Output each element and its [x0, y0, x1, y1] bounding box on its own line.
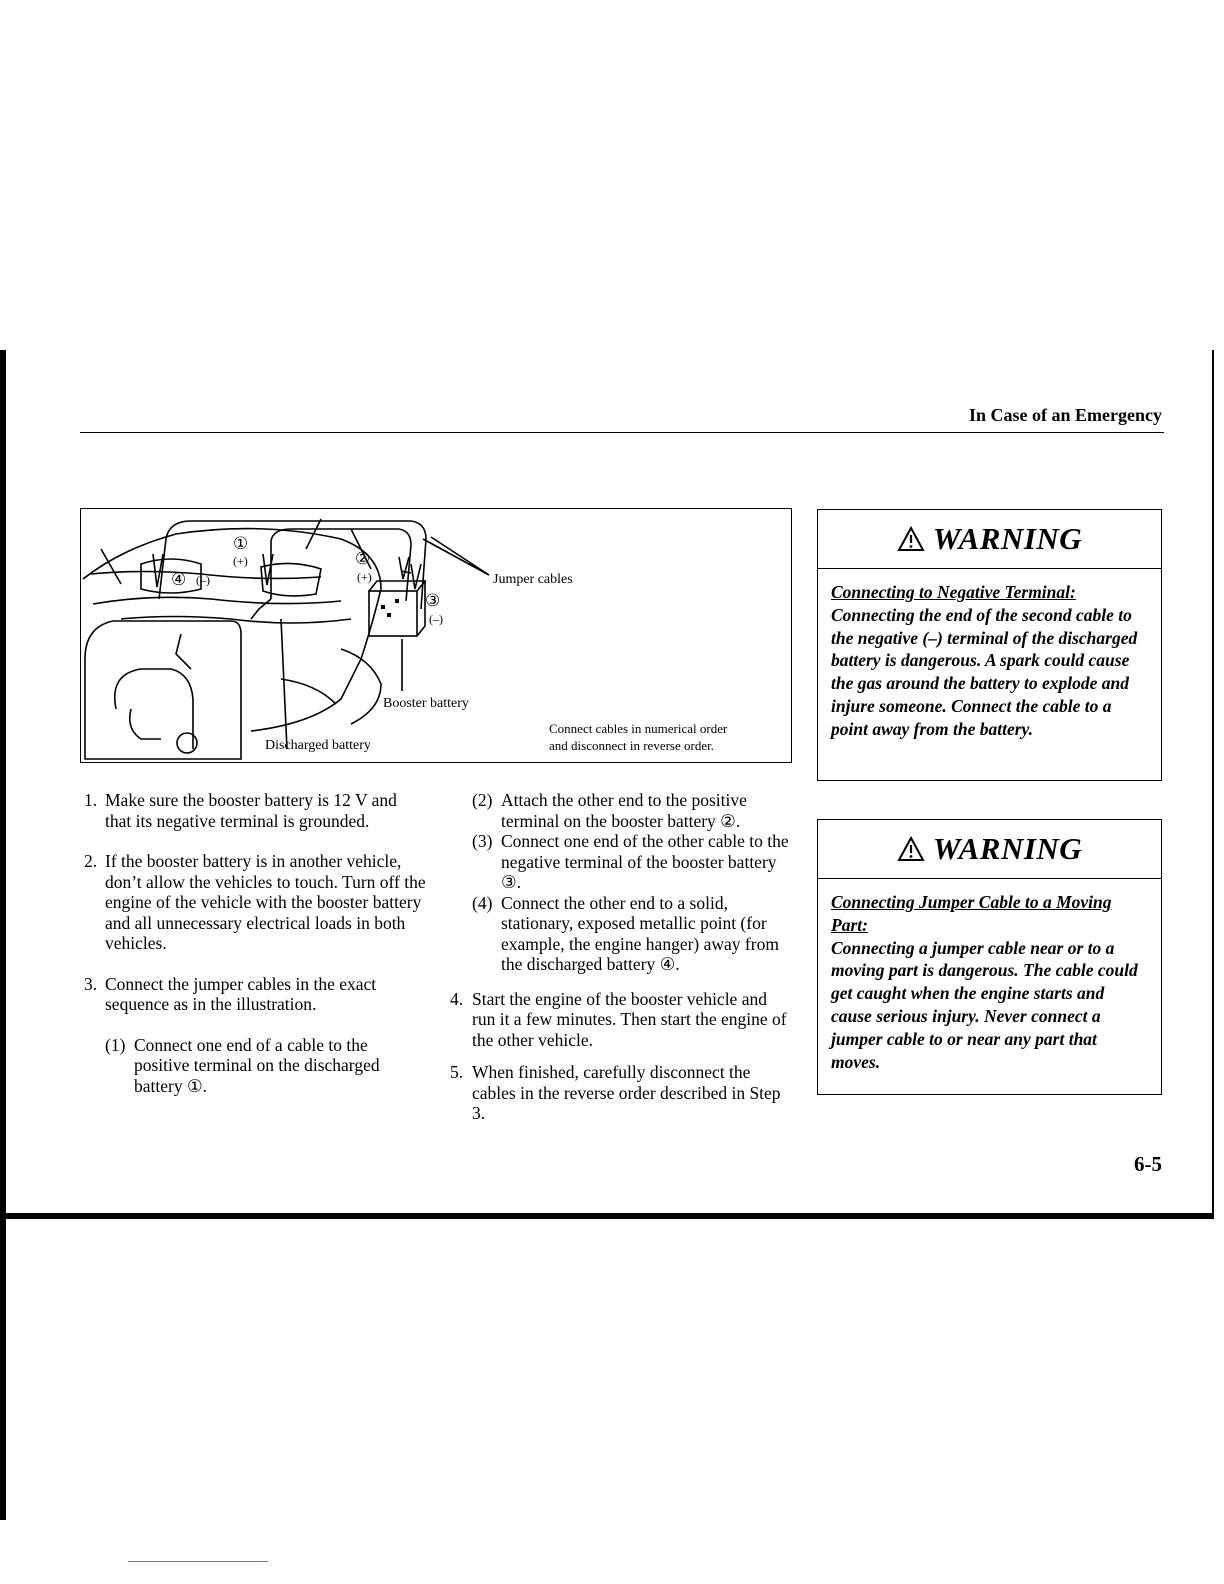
step-number: 4. [450, 988, 464, 1009]
warning-header [818, 510, 1161, 569]
step-3 [84, 974, 426, 1015]
sub-step-3 [472, 831, 790, 893]
warning-triangle-icon [897, 526, 925, 552]
warning-header [818, 820, 1161, 879]
figure-note-line1: Connect cables in numerical order [549, 721, 728, 736]
step-2 [84, 851, 426, 954]
step-1 [84, 790, 426, 831]
marker-2: ② [355, 549, 371, 568]
warning-body [818, 569, 1161, 751]
sub-step-text: Attach the other end to the positive terminal on the booster battery ②. [501, 790, 747, 831]
sub-step-text: Connect the other end to a solid, stationary, exposed metallic point (for example, the engine hanger) away from the discharged battery ④. [501, 892, 779, 974]
warning-subtitle: Connecting Jumper Cable to a Moving Part: [831, 892, 1112, 935]
step-number: 3. [84, 973, 98, 994]
bottom-rule [0, 1213, 1214, 1219]
marker-3: ③ [425, 591, 441, 610]
step-5 [450, 1062, 790, 1124]
step-4 [450, 989, 790, 1051]
plus-label-1: (+) [233, 554, 248, 568]
step-text: Start the engine of the booster vehicle and run it a few minutes. Then start the engine of the other vehicle. [472, 988, 787, 1050]
warning-text: Connecting the end of the second cable to the negative (–) terminal of the discharged battery is dangerous. A spark could cause the gas around the battery to explode and injure someone. Connect the cable to a point away from the battery. [831, 604, 1138, 739]
sub-step-number: (1) [105, 1034, 126, 1055]
marker-4: ④ [171, 570, 187, 589]
warning-box-negative-terminal [817, 509, 1162, 781]
step-number: 1. [84, 790, 98, 810]
jumper-cables-label: Jumper cables [493, 572, 573, 587]
marker-1: ① [233, 534, 249, 553]
warning-text: Connecting a jumper cable near or to a moving part is dangerous. The cable could get caught when the engine starts and cause serious injury. Never connect a jumper cable to or near any part that moves. [831, 937, 1138, 1072]
sub-step-4 [472, 893, 790, 975]
plus-label-2: (+) [357, 570, 372, 584]
sub-step-number: (2) [472, 790, 493, 810]
steps-column-left [84, 790, 426, 1096]
sub-step-text: Connect one end of a cable to the positive terminal on the discharged battery ①. [134, 1034, 380, 1096]
minus-label-4: (–) [196, 573, 210, 587]
figure-note-line2: and disconnect in reverse order. [549, 738, 714, 753]
sub-step-text: Connect one end of the other cable to the negative terminal of the booster battery ③. [501, 831, 789, 892]
warning-body [818, 879, 1161, 1083]
minus-label-3: (–) [429, 612, 443, 626]
step-text: Make sure the booster battery is 12 V and that its negative terminal is grounded. [105, 790, 397, 831]
footer-link-line [128, 1561, 268, 1562]
page-number: 6-5 [1134, 1152, 1162, 1176]
warning-box-moving-part [817, 819, 1162, 1095]
booster-battery-label: Booster battery [383, 696, 469, 711]
step-text: When finished, carefully disconnect the cables in the reverse order described in Step 3. [472, 1062, 781, 1123]
right-margin-bar [1212, 350, 1214, 1218]
sub-step-2 [472, 790, 790, 831]
step-number: 5. [450, 1062, 464, 1082]
jump-start-illustration [80, 508, 792, 763]
header-rule [80, 432, 1164, 433]
warning-subtitle: Connecting to Negative Terminal: [831, 582, 1076, 602]
step-text: If the booster battery is in another vehicle, don’t allow the vehicles to touch. Turn off the engine of the vehicle with the booster battery and all unnecessary electrical loads in both vehicles. [105, 851, 426, 953]
sub-step-1 [105, 1035, 426, 1097]
left-margin-bar [0, 350, 6, 1520]
warning-title: WARNING [932, 521, 1083, 556]
step-text: Connect the jumper cables in the exact sequence as in the illustration. [105, 973, 377, 1014]
warning-triangle-icon [897, 836, 925, 862]
discharged-battery-label: Discharged battery [265, 738, 371, 753]
warning-title: WARNING [932, 831, 1083, 866]
sub-step-number: (3) [472, 831, 493, 851]
step-number: 2. [84, 851, 98, 871]
section-title: In Case of an Emergency [969, 405, 1162, 425]
steps-column-right [450, 790, 790, 1124]
sub-step-number: (4) [472, 892, 493, 913]
